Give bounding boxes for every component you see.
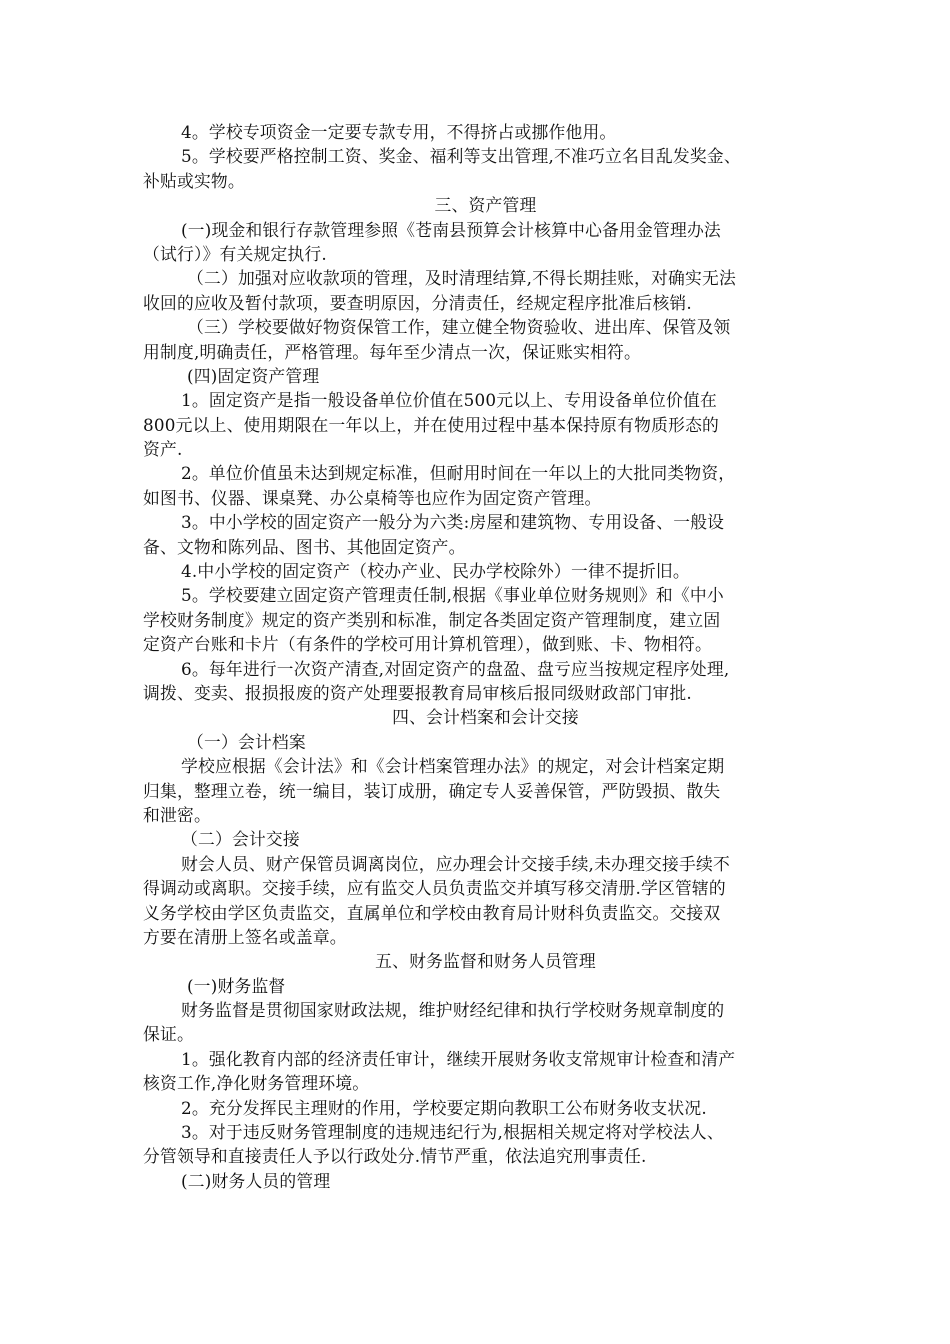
text-line: 保证。	[143, 1024, 194, 1045]
text-line: 800元以上、使用期限在一年以上，并在使用过程中基本保持原有物质形态的	[143, 414, 720, 435]
text-line: 核资工作,净化财务管理环境。	[143, 1073, 370, 1094]
text-line: 如图书、仪器、课桌凳、办公桌椅等也应作为固定资产管理。	[143, 487, 602, 508]
text-line: 6。每年进行一次资产清查,对固定资产的盘盈、盘亏应当按规定程序处理,	[181, 658, 730, 679]
text-line: 方要在清册上签名或盖章。	[143, 926, 347, 947]
text-line: (一)现金和银行存款管理参照《苍南县预算会计核算中心备用金管理办法	[181, 219, 721, 240]
text-line: 补贴或实物。	[143, 170, 245, 191]
text-line: （二）会计交接	[181, 829, 300, 850]
text-line: （一）会计档案	[187, 731, 306, 752]
text-line: 4.中小学校的固定资产（校办产业、民办学校除外）一律不提折旧。	[181, 561, 690, 582]
text-line: 2。充分发挥民主理财的作用，学校要定期向教职工公布财务收支状况.	[181, 1097, 707, 1118]
text-line: 分管领导和直接责任人予以行政处分.情节严重，依法追究刑事责任.	[143, 1146, 647, 1167]
text-line: 资产.	[143, 439, 183, 460]
text-line: (二)财务人员的管理	[181, 1170, 331, 1191]
text-line: (四)固定资产管理	[187, 365, 320, 386]
text-line: 财会人员、财产保管员调离岗位，应办理会计交接手续,未办理交接手续不	[181, 853, 730, 874]
text-line: 5。学校要严格控制工资、奖金、福利等支出管理,不准巧立名目乱发奖金、	[181, 146, 741, 167]
text-line: 1。强化教育内部的经济责任审计，继续开展财务收支常规审计检查和清产	[181, 1048, 736, 1069]
text-line: 归集，整理立卷，统一编目，装订成册，确定专人妥善保管，严防毁损、散失	[143, 780, 721, 801]
text-line: 收回的应收及暂付款项，要查明原因，分清责任，经规定程序批准后核销.	[143, 292, 692, 313]
text-line: 1。固定资产是指一般设备单位价值在500元以上、专用设备单位价值在	[181, 390, 717, 411]
text-line: 4。学校专项资金一定要专款专用，不得挤占或挪作他用。	[181, 122, 617, 142]
text-line: 3。中小学校的固定资产一般分为六类:房屋和建筑物、专用设备、一般设	[181, 512, 725, 533]
section-heading: 五、财务监督和财务人员管理	[375, 951, 596, 972]
text-line: （试行）》有关规定执行.	[143, 243, 327, 264]
text-line: (一)财务监督	[187, 975, 286, 996]
section-heading: 三、资产管理	[434, 195, 537, 216]
section-heading: 四、会计档案和会计交接	[392, 707, 579, 728]
text-line: 义务学校由学区负责监交，直属单位和学校由教育局计财科负责监交。交接双	[143, 902, 721, 923]
text-line: 2。单位价值虽未达到规定标准，但耐用时间在一年以上的大批同类物资，	[181, 463, 736, 484]
document-body	[143, 120, 808, 1193]
text-line: 用制度,明确责任，严格管理。每年至少清点一次，保证账实相符。	[143, 341, 641, 362]
text-line: 3。对于违反财务管理制度的违规违纪行为,根据相关规定将对学校法人、	[181, 1122, 724, 1143]
text-line: 定资产台账和卡片（有条件的学校可用计算机管理），做到账、卡、物相符。	[143, 634, 712, 655]
text-line: 学校应根据《会计法》和《会计档案管理办法》的规定，对会计档案定期	[181, 756, 725, 777]
text-line: 调拨、变卖、报损报废的资产处理要报教育局审核后报同级财政部门审批.	[143, 682, 692, 703]
text-line: 5。学校要建立固定资产管理责任制,根据《事业单位财务规则》和《中小	[181, 585, 724, 606]
text-line: 财务监督是贯彻国家财政法规，维护财经纪律和执行学校财务规章制度的	[181, 1000, 725, 1021]
text-line: （二）加强对应收款项的管理，及时清理结算,不得长期挂账，对确实无法	[187, 268, 736, 289]
text-line: 和泄密。	[143, 804, 211, 825]
text-line: 备、文物和陈列品、图书、其他固定资产。	[143, 536, 466, 557]
text-line: （三）学校要做好物资保管工作，建立健全物资验收、进出库、保管及领	[187, 317, 731, 338]
text-line: 学校财务制度》规定的资产类别和标准，制定各类固定资产管理制度，建立固	[143, 609, 721, 630]
text-line: 得调动或离职。交接手续，应有监交人员负责监交并填写移交清册.学区管辖的	[143, 878, 726, 899]
